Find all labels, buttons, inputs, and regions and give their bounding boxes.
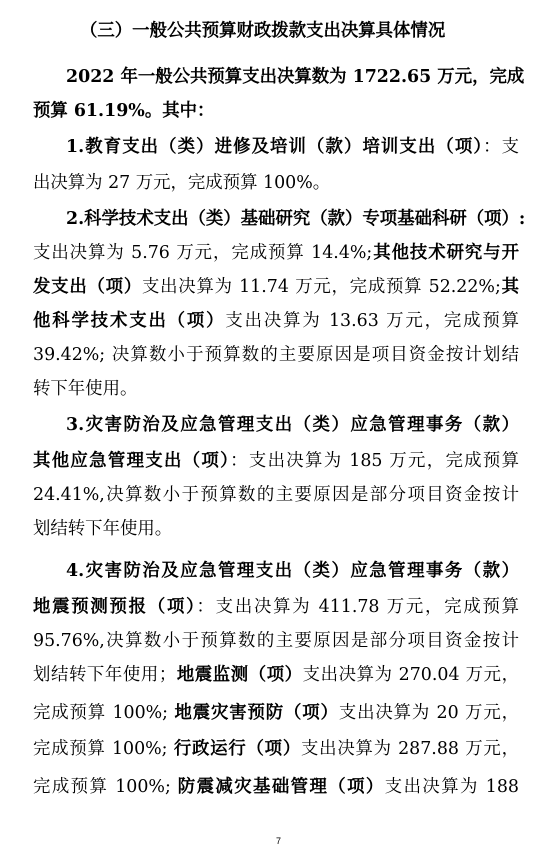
item4-text: 支出决算为 20 万元， [338, 703, 519, 723]
item2-line-2 [33, 236, 519, 270]
item4-line-1: 4.灾害防治及应急管理支出（类）应急管理事务（款） [66, 561, 519, 581]
item2-text: 支出决算为 5.76 万元，完成预算 14.4%; [33, 243, 373, 263]
item4-line-3: 95.76%,决算数小于预算数的主要原因是部分项目资金按计 [33, 631, 519, 651]
item4-text: 完成预算 100%; [33, 739, 174, 759]
intro-line-1: 2022 年一般公共预算支出决算数为 1722.65 万元，完成 [66, 67, 525, 87]
item1-category: 1.教育支出（类）进修及培训（款）培训支出（项） [66, 137, 484, 157]
item4-line-2 [33, 590, 519, 624]
item4-subcategory: 行政运行（项） [173, 739, 301, 759]
item1-text: ：支 [483, 137, 519, 157]
item3-line-1: 3.灾害防治及应急管理支出（类）应急管理事务（款） [66, 415, 519, 435]
item4-text: 支出决算为 188 [384, 777, 519, 797]
item3-subcategory: 其他应急管理支出（项） [33, 451, 231, 471]
item4-line-6 [33, 732, 519, 766]
item4-text: ：支出决算为 411.78 万元，完成预算 [196, 597, 519, 617]
item3-line-2 [33, 444, 519, 478]
item4-subcategory: 地震灾害预防（项） [174, 703, 339, 723]
page-number: 7 [275, 836, 281, 846]
item2-line-3 [33, 270, 519, 304]
item4-line-7 [33, 770, 519, 804]
item4-subcategory: 地震监测（项） [176, 665, 303, 685]
item2-subcategory: 发支出（项） [33, 277, 142, 297]
item3-line-3: 24.41%,决算数小于预算数的主要原因是部分项目资金按计 [33, 485, 519, 505]
item4-subcategory: 防震减灾基础管理（项） [177, 777, 385, 797]
item2-subcategory: 其他技术研究与开 [372, 243, 519, 263]
item2-line-1: 2.科学技术支出（类）基础研究（款）专项基础科研（项）: [66, 209, 526, 229]
item4-subcategory: 地震预测预报（项） [33, 597, 197, 617]
item4-text: 支出决算为 270.04 万元， [302, 665, 519, 685]
item2-subcategory: 其 [500, 277, 519, 297]
item1-line-1 [66, 130, 519, 164]
item4-text: 完成预算 100%; [33, 703, 175, 723]
item4-text: 划结转下年使用； [33, 665, 177, 685]
item2-subcategory: 他科学技术支出（项） [33, 311, 226, 331]
item1-line-2: 出决算为 27 万元，完成预算 100%。 [33, 173, 331, 193]
item2-line-6: 转下年使用。 [33, 379, 138, 399]
item4-line-4 [33, 658, 519, 692]
item2-line-4 [33, 304, 519, 338]
intro-line-2: 预算 61.19%。其中： [33, 101, 215, 121]
item2-line-5: 39.42%; 决算数小于预算数的主要原因是项目资金按计划结 [33, 345, 519, 365]
item4-text: 支出决算为 287.88 万元， [301, 739, 519, 759]
item4-line-5 [33, 696, 519, 730]
item3-line-4: 划结转下年使用。 [33, 519, 173, 539]
section-heading: （三）一般公共预算财政拨款支出决算具体情况 [80, 21, 446, 41]
item4-text: 完成预算 100%; [33, 777, 178, 797]
item3-text: ：支出决算为 185 万元，完成预算 [230, 451, 519, 471]
item2-text: 支出决算为 13.63 万元，完成预算 [225, 311, 519, 331]
item2-text: 支出决算为 11.74 万元，完成预算 52.22%; [141, 277, 501, 297]
